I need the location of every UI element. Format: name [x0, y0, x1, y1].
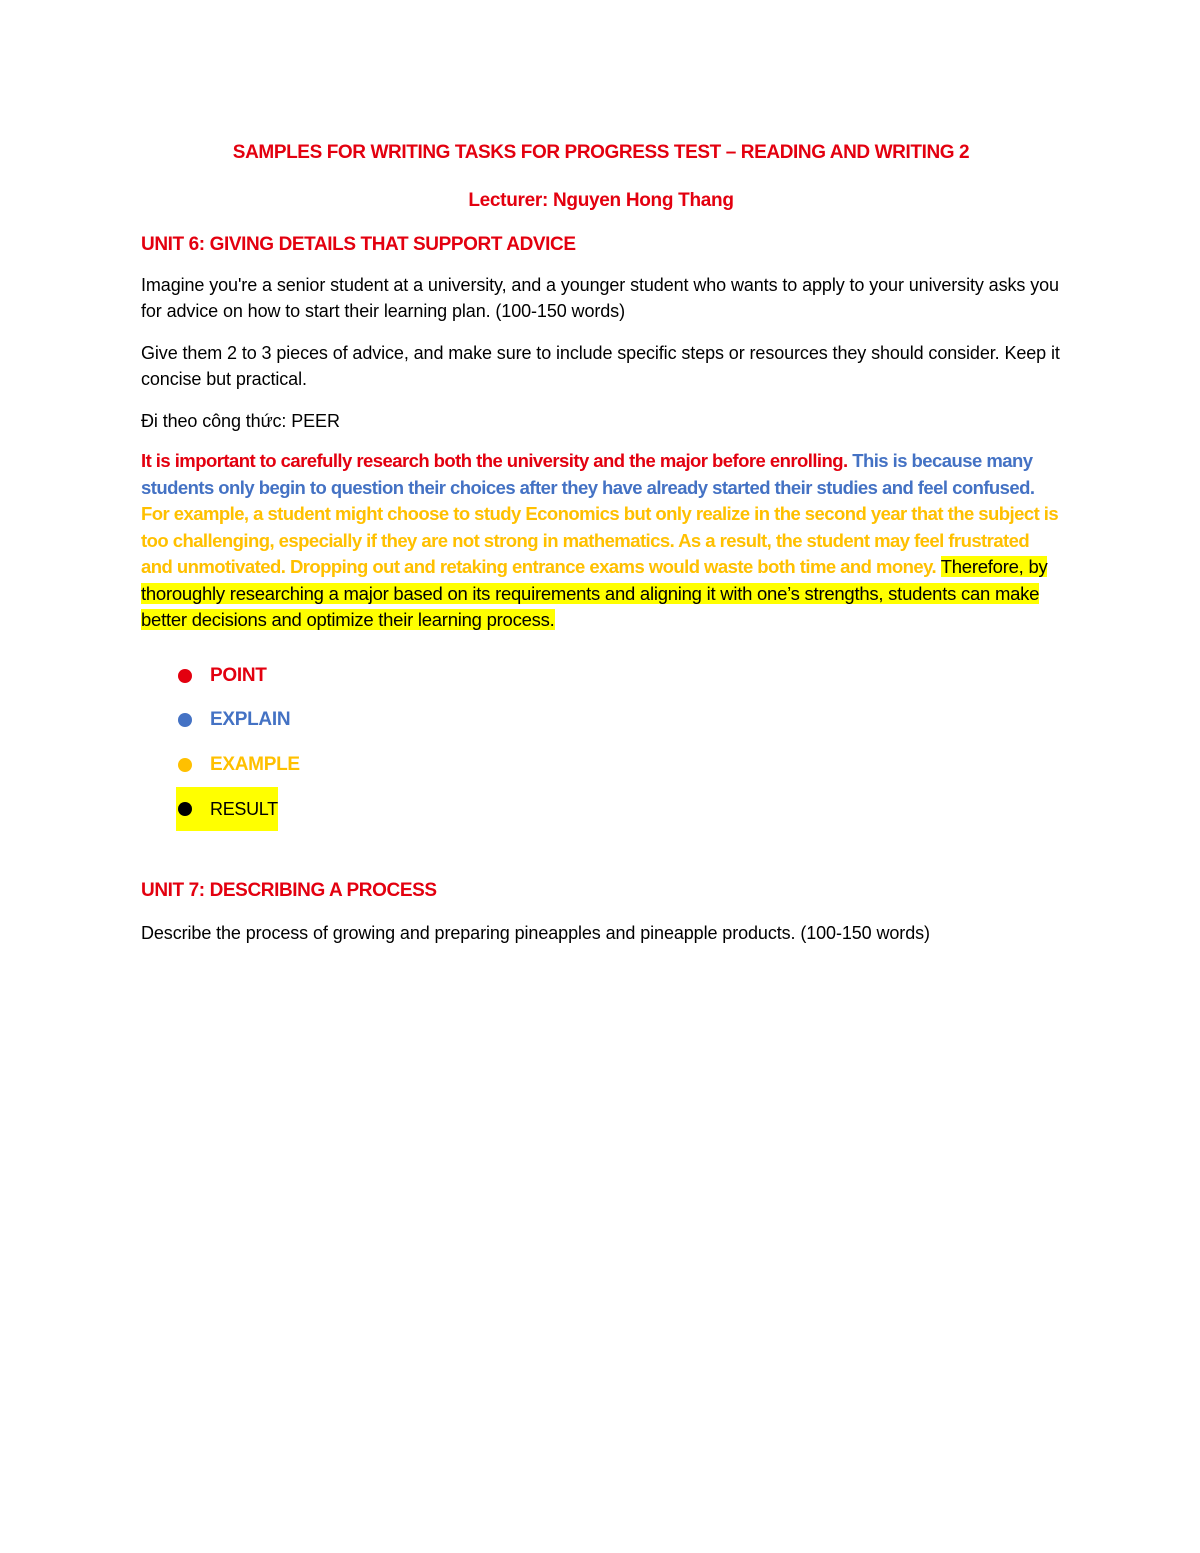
bullet-dot-icon [178, 758, 192, 772]
sample-point: It is important to carefully research both the university and the major before enrolling. [141, 450, 848, 471]
legend-item-point [141, 654, 1061, 699]
sample-result: Therefore, by thoroughly researching a major based on its requirements and aligning it with one’s strengths, students can make better decisions and optimize their learning process. [141, 556, 1048, 630]
legend-item-result [141, 787, 1061, 832]
unit6-heading: UNIT 6: GIVING DETAILS THAT SUPPORT ADVICE [141, 234, 576, 255]
unit7-heading: UNIT 7: DESCRIBING A PROCESS [141, 879, 437, 901]
legend-item-explain [141, 698, 1061, 743]
legend-label-result: RESULT [210, 799, 278, 820]
peer-legend [141, 654, 1061, 832]
bullet-dot-icon [178, 713, 192, 727]
legend-label-example: EXAMPLE [210, 753, 300, 775]
bullet-dot-icon [178, 669, 192, 683]
unit6-formula: Đi theo công thức: PEER [141, 411, 340, 431]
legend-label-point: POINT [210, 664, 267, 686]
unit7-prompt: Describe the process of growing and preparing pineapples and pineapple products. (100-150 words) [141, 922, 930, 943]
peer-sample-paragraph [141, 448, 1061, 634]
legend-item-example [141, 743, 1061, 788]
lecturer-line: Lecturer: Nguyen Hong Thang [468, 190, 734, 211]
sample-example: For example, a student might choose to study Economics but only realize in the second year that the subject is too challenging, especially if they are not strong in mathematics. As a result, the student may feel frustrated and unmotivated. Dropping out and retaking entrance exams would waste both time and money. [141, 503, 1059, 577]
bullet-dot-icon [178, 802, 192, 816]
document-title: SAMPLES FOR WRITING TASKS FOR PROGRESS TEST – READING AND WRITING 2 [232, 142, 970, 163]
legend-label-explain: EXPLAIN [210, 709, 291, 731]
sample-explain: This is because many students only begin to question their choices after they have already started their studies and feel confused. [141, 450, 1035, 498]
document-page [141, 140, 1061, 962]
unit6-prompt-1: Imagine you're a senior student at a university, and a younger student who wants to apply to your university asks you for advice on how to start their learning plan. (100-150 words) [141, 275, 1059, 321]
unit6-prompt-2: Give them 2 to 3 pieces of advice, and make sure to include specific steps or resources they should consider. Keep it concise but practical. [141, 343, 1060, 389]
